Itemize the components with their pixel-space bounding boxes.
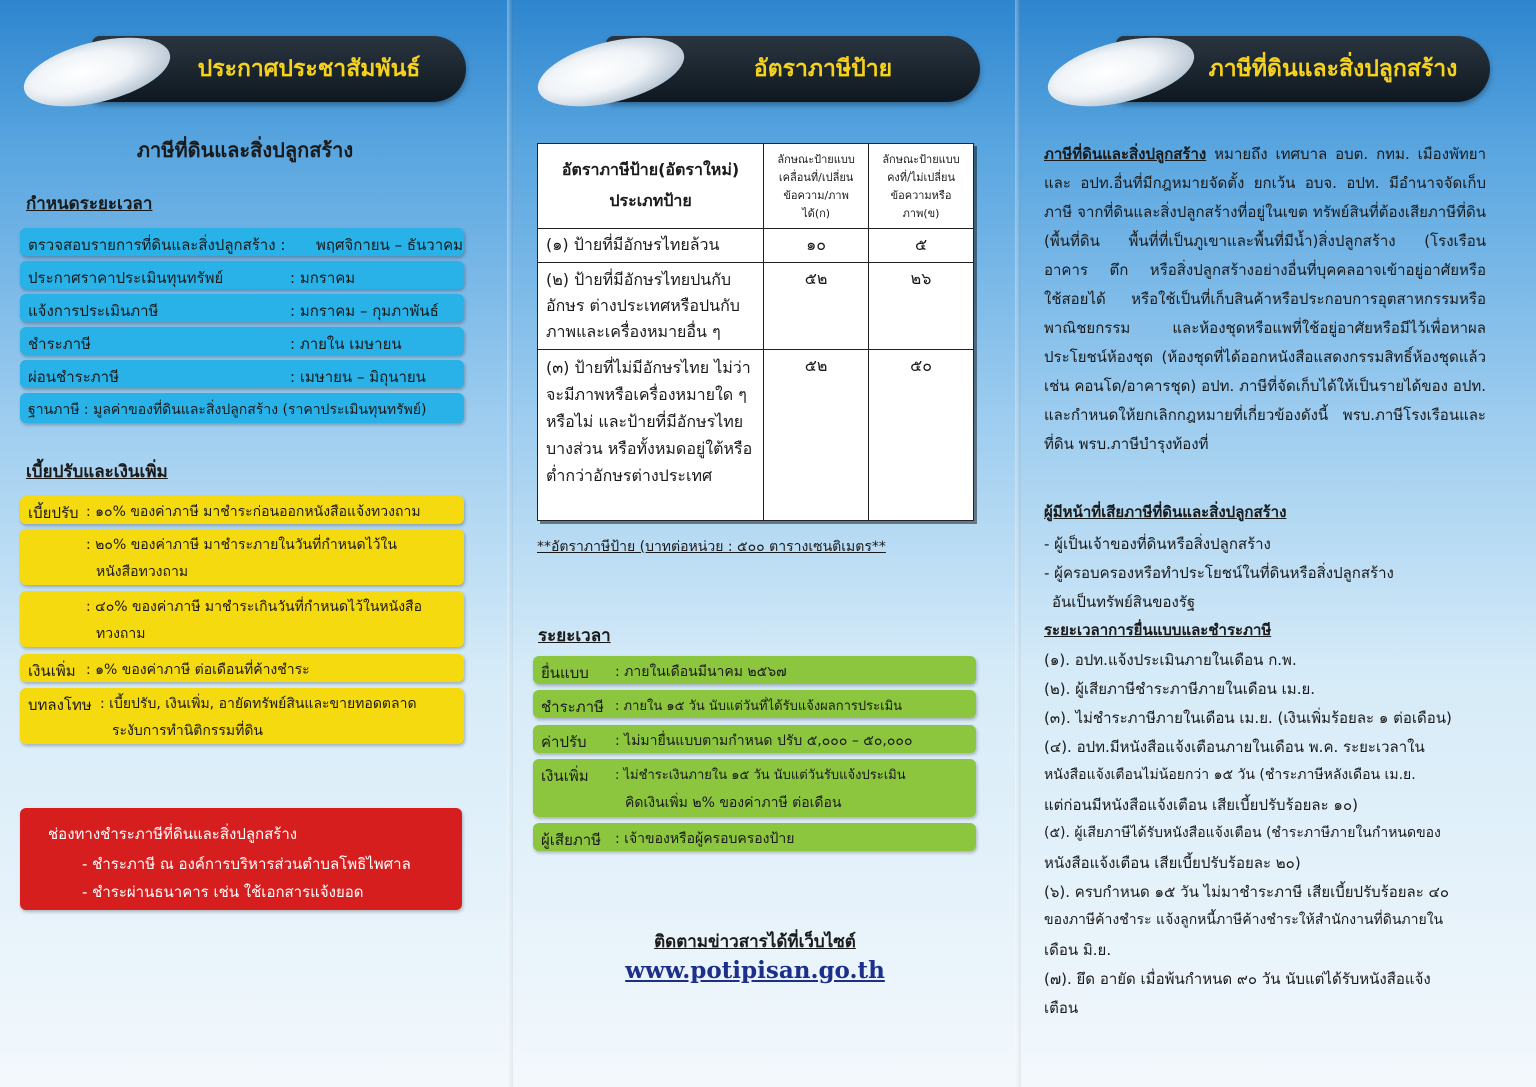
channels-title: ช่องทางชำระภาษีที่ดินและสิ่งปลูกสร้าง <box>48 825 298 843</box>
penalty-text: : ๒๐% ของค่าภาษี มาชำระภายในวันที่กำหนดไว้ใน <box>86 537 397 553</box>
schedule-value: : เมษายน – มิถุนายน <box>290 368 426 386</box>
penalty-label: บทลงโทษ <box>28 696 92 714</box>
penalty-row <box>20 688 464 744</box>
header-line: ประเภทป้าย <box>609 191 692 210</box>
schedule-row <box>20 294 464 322</box>
timeline-line: (๕). ผู้เสียภาษีได้รับหนังสือแจ้งเตือน (ชำระภาษีภายในกำหนดของ <box>1044 825 1441 841</box>
table-row <box>538 229 974 263</box>
payment-channels-box <box>20 808 462 910</box>
timeline-heading: ระยะเวลาการยื่นแบบและชำระภาษี <box>1044 621 1272 639</box>
period-text: : เจ้าของหรือผู้ครอบครองป้าย <box>615 831 795 847</box>
period-text-cont: คิดเงินเพิ่ม ๒% ของค่าภาษี ต่อเดือน <box>625 795 842 811</box>
penalty-row <box>20 496 464 524</box>
period-row <box>533 823 976 851</box>
schedule-label: ผ่อนชำระภาษี <box>28 368 119 386</box>
period-label: ชำระภาษี <box>541 698 604 716</box>
banner-title: อัตราภาษีป้าย <box>753 56 893 82</box>
intro-term: ภาษีที่ดินและสิ่งปลูกสร้าง <box>1044 145 1207 163</box>
period-row <box>533 759 976 817</box>
schedule-row <box>20 261 464 289</box>
schedule-row <box>20 360 464 388</box>
table-header-type <box>538 144 764 229</box>
banner-title: ประกาศประชาสัมพันธ์ <box>197 56 421 82</box>
schedule-label: แจ้งการประเมินภาษี <box>28 302 159 320</box>
timeline-line: (๑). อปท.แจ้งประเมินภายในเดือน ก.พ. <box>1044 651 1297 669</box>
schedule-value: : มกราคม – กุมภาพันธ์ <box>290 302 439 320</box>
penalty-text: : ๑๐% ของค่าภาษี มาชำระก่อนออกหนังสือแจ้งทวงถาม <box>86 504 421 520</box>
period-row <box>533 690 976 718</box>
timeline-line: (๔). อปท.มีหนังสือแจ้งเตือนภายในเดือน พ.ค. ระยะเวลาใน <box>1044 738 1425 756</box>
channel-item: - ชำระผ่านธนาคาร เช่น ใช้เอกสารแจ้งยอด <box>82 883 364 901</box>
schedule-heading: กำหนดระยะเวลา <box>26 194 153 214</box>
penalty-text: : เบี้ยปรับ, เงินเพิ่ม, อายัดทรัพย์สินและขายทอดตลาด <box>100 696 417 712</box>
fold-line-right <box>1015 0 1021 1087</box>
penalty-row <box>20 591 464 647</box>
penalty-heading: เบี้ยปรับและเงินเพิ่ม <box>26 462 168 482</box>
timeline-line: หนังสือแจ้งเตือนไม่น้อยกว่า ๑๕ วัน (ชำระภาษีหลังเดือน เม.ย. <box>1044 767 1416 783</box>
period-label: ค่าปรับ <box>541 733 587 751</box>
schedule-row <box>20 228 464 256</box>
period-label: ยื่นแบบ <box>541 664 589 682</box>
timeline-line: (๗). ยึด อายัด เมื่อพ้นกำหนด ๙๐ วัน นับแต่ได้รับหนังสือแจ้ง <box>1044 970 1431 988</box>
rate-note: **อัตราภาษีป้าย (บาทต่อหน่วย : ๕๐๐ ตารางเซนติเมตร** <box>537 539 886 555</box>
period-text: : ภายใน ๑๕ วัน นับแต่วันที่ได้รับแจ้งผลการประเมิน <box>615 699 903 714</box>
rate-b: ๒๖ <box>869 263 974 350</box>
banner-land-tax <box>1046 32 1490 106</box>
table-row <box>538 263 974 350</box>
timeline-line: แต่ก่อนมีหนังสือแจ้งเตือน เสียเบี้ยปรับร้อยละ ๑๐) <box>1044 796 1358 814</box>
table-header-row <box>538 144 974 229</box>
schedule-value: : ภายใน เมษายน <box>290 335 402 353</box>
rate-b: ๕๐ <box>869 350 974 521</box>
schedule-value: : มกราคม <box>290 269 356 287</box>
period-text: : ไม่มายื่นแบบตามกำหนด ปรับ ๕,๐๐๐ – ๕๐,๐๐๐ <box>615 733 913 749</box>
duty-item: - ผู้เป็นเจ้าของที่ดินหรือสิ่งปลูกสร้าง <box>1044 535 1271 553</box>
banner-pr <box>22 32 466 106</box>
table-header-b: ลักษณะป้ายแบบคงที่/ไม่เปลี่ยนข้อความหรือภาพ(ข) <box>869 144 974 229</box>
penalty-text-cont: ระงับการทำนิติกรรมที่ดิน <box>112 723 264 739</box>
penalty-text: : ๑% ของค่าภาษี ต่อเดือนที่ค้างชำระ <box>86 662 310 678</box>
duty-item: - ผู้ครอบครองหรือทำประโยชน์ในที่ดินหรือสิ่งปลูกสร้าง <box>1044 564 1394 582</box>
schedule-label: ชำระภาษี <box>28 335 91 353</box>
timeline-line: เตือน <box>1044 999 1079 1017</box>
table-row <box>538 350 974 521</box>
fold-line-left <box>507 0 513 1087</box>
timeline-line: หนังสือแจ้งเตือน เสียเบี้ยปรับร้อยละ ๒๐) <box>1044 854 1301 872</box>
rate-a: ๕๒ <box>764 263 869 350</box>
banner-title: ภาษีที่ดินและสิ่งปลูกสร้าง <box>1208 56 1458 82</box>
period-text: : ภายในเดือนมีนาคม ๒๕๖๗ <box>615 664 787 680</box>
duty-heading: ผู้มีหน้าที่เสียภาษีที่ดินและสิ่งปลูกสร้าง <box>1044 503 1287 521</box>
banner-sign-tax <box>536 32 980 106</box>
period-label: ผู้เสียภาษี <box>541 831 602 849</box>
intro-paragraph <box>1044 140 1486 459</box>
period-text: : ไม่ชำระเงินภายใน ๑๕ วัน นับแต่วันรับแจ้งประเมิน <box>615 768 906 783</box>
penalty-text-cont: ทวงถาม <box>96 626 146 642</box>
header-line: อัตราภาษีป้าย(อัตราใหม่) <box>561 160 740 179</box>
timeline-line: ของภาษีค้างชำระ แจ้งลูกหนี้ภาษีค้างชำระให้สำนักงานที่ดินภายใน <box>1044 912 1444 928</box>
column-heading: ภาษีที่ดินและสิ่งปลูกสร้าง <box>136 138 354 162</box>
schedule-row <box>20 327 464 355</box>
period-row <box>533 656 976 684</box>
timeline-line: (๓). ไม่ชำระภาษีภายในเดือน เม.ย. (เงินเพิ่มร้อยละ ๑ ต่อเดือน) <box>1044 709 1452 727</box>
website-link[interactable]: www.potipisan.go.th <box>625 957 885 984</box>
period-label: เงินเพิ่ม <box>541 767 589 785</box>
penalty-row <box>20 654 464 682</box>
penalty-label: เบี้ยปรับ <box>28 504 79 522</box>
duty-item: อันเป็นทรัพย์สินของรัฐ <box>1052 593 1196 611</box>
sign-type: (๓) ป้ายที่ไม่มีอักษรไทย ไม่ว่าจะมีภาพหรือเครื่องหมายใด ๆ หรือไม่ และป้ายที่มีอักษรไทยบางส่วน หรือทั้งหมดอยู่ใต้หรือต่ำกว่าอักษรต่างประเทศ <box>538 350 764 521</box>
sign-type: (๑) ป้ายที่มีอักษรไทยล้วน <box>538 229 764 263</box>
timeline-line: (๒). ผู้เสียภาษีชำระภาษีภายในเดือน เม.ย. <box>1044 680 1316 698</box>
tax-base-text: ฐานภาษี : มูลค่าของที่ดินและสิ่งปลูกสร้าง (ราคาประเมินทุนทรัพย์) <box>28 402 427 418</box>
schedule-label: ประกาศราคาประเมินทุนทรัพย์ <box>28 269 224 287</box>
rate-a: ๕๒ <box>764 350 869 521</box>
tax-base-row <box>20 393 464 423</box>
timeline-line: (๖). ครบกำหนด ๑๕ วัน ไม่มาชำระภาษี เสียเบี้ยปรับร้อยละ ๔๐ <box>1044 883 1450 901</box>
sign-type: (๒) ป้ายที่มีอักษรไทยปนกับอักษร ต่างประเทศหรือปนกับภาพและเครื่องหมายอื่น ๆ <box>538 263 764 350</box>
period-heading: ระยะเวลา <box>538 626 611 646</box>
penalty-row <box>20 529 464 585</box>
intro-text: หมายถึง เทศบาล อบต. กทม. เมืองพัทยา และ อปท.อื่นที่มีกฎหมายจัดตั้ง ยกเว้น อบจ. อปท. มีอำนาจจัดเก็บภาษี จากที่ดินและสิ่งปลูกสร้างที่อยู่ในเขต ทรัพย์สินที่ต้องเสียภาษีที่ดิน (พื้นที่ดิน พื้นที่ที่เป็นภูเขาและพื้นที่มีน้ำ)สิ่งปลูกสร้าง (โรงเรือน อาคาร ตึก หรือสิ่งปลูกสร้างอย่างอื่นที่บุคคลอาจเข้าอยู่อาศัยหรือใช้สอยได้ หรือใช้เป็นที่เก็บสินค้าหรือประกอบการอุตสาหกรรมหรือพาณิชยกรรม และห้องชุดหรือแพที่ใช้อยู่อาศัยหรือมีไว้เพื่อหาผลประโยชน์ห้องชุด (ห้องชุดที่ได้ออกหนังสือแสดงกรรมสิทธิ์ห้องชุดแล้ว เช่น คอนโด/อาคารชุด) อปท. ภาษีที่จัดเก็บได้ให้เป็นรายได้ของ อปท. และกำหนดให้ยกเลิกกฎหมายที่เกี่ยวข้องดังนี้ พรบ.ภาษีโรงเรือนและที่ดิน พรบ.ภาษีบำรุงท้องที่ <box>1044 145 1486 453</box>
sign-tax-table <box>537 143 974 521</box>
period-row <box>533 725 976 753</box>
channel-item: - ชำระภาษี ณ องค์การบริหารส่วนตำบลโพธิไพศาล <box>82 855 411 873</box>
table-header-a: ลักษณะป้ายแบบเคลื่อนที่/เปลี่ยนข้อความ/ภาพได้(ก) <box>764 144 869 229</box>
rate-b: ๕ <box>869 229 974 263</box>
schedule-value: พฤศจิกายน – ธันวาคม <box>316 236 464 254</box>
timeline-line: เดือน มิ.ย. <box>1044 941 1112 959</box>
follow-text: ติดตามข่าวสารได้ที่เว็บไซต์ <box>654 932 856 952</box>
penalty-label: เงินเพิ่ม <box>28 662 76 680</box>
penalty-text: : ๔๐% ของค่าภาษี มาชำระเกินวันที่กำหนดไว้ในหนังสือ <box>86 599 422 615</box>
rate-a: ๑๐ <box>764 229 869 263</box>
schedule-label: ตรวจสอบรายการที่ดินและสิ่งปลูกสร้าง : <box>28 236 286 254</box>
penalty-text-cont: หนังสือทวงถาม <box>96 564 189 580</box>
